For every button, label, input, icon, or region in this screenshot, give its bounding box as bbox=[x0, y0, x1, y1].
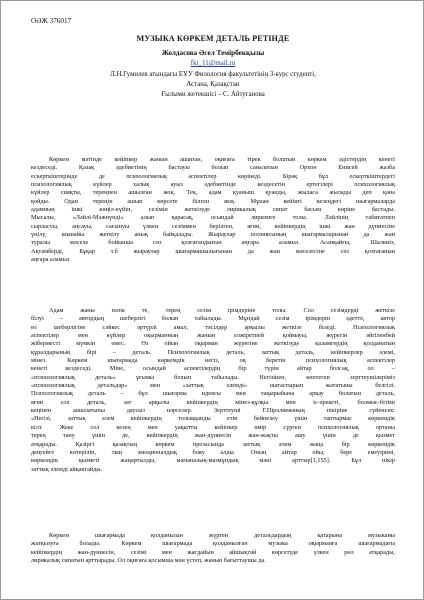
text-line: «Негізі, заттық әлем кейіпкердің толыққанды етін бейнелеу үшін таптырмас көркемдік bbox=[31, 415, 395, 423]
text-line: кенеті кездеседі. Міне, осындай аспектілердің бір түрін айтар болсақ, ол – bbox=[31, 365, 395, 373]
paragraph-1 bbox=[31, 156, 395, 264]
udc-code: ОӘЖ 376017 bbox=[31, 17, 72, 25]
text-line: Адам жаны нәзік те, терең сезім ірімдеріне толы. Сол сезімдерді жеткізе bbox=[49, 307, 395, 314]
text-line: яғни сол деталь, зат арқылы кейіпкердің мінез-құлқы мен іс-әрекеті, болмыс-бітімі bbox=[31, 398, 395, 406]
text-line: «психологиялық детальдар» мен «заттық әлемді» шатастырып жататыны белгілі. bbox=[31, 382, 395, 390]
text-line: Көркем шығармада қолданылан жүрген детальдардың қатарына музыканы bbox=[49, 532, 395, 539]
text-line: құралдарының бірі – деталь. Психологиялық деталь, заттық деталь, кейіпкерлер әлемі, bbox=[31, 348, 395, 356]
article-title: МУЗЫКА КӨРКЕМ ДЕТАЛЬ РЕТІНДЕ bbox=[136, 34, 290, 43]
text-line: деңгейге көтеріліп, тың эмоционалдық бояу алды. Оның айтар ойы, бере емеуірині, bbox=[31, 448, 395, 456]
text-line: кездеседі. Қазақ әдебиетінің бастауы болып саналатын Орхон Енисей жазба bbox=[31, 164, 395, 172]
text-line: жіберместі мүмкін емес. Өз ойын оқырман жүрегіне жеткізуде қаламгердің қолданатын bbox=[31, 340, 395, 348]
text-line: жатқызуға болады. Көркем шығармада қолданылған музыка оқырманға шығармадағы bbox=[31, 540, 395, 548]
text-line: кейіпкердің жан-дүниесін, сезімі мен жағдайын айшықтай көрсетуде үлкен рөл атқарады, bbox=[31, 548, 395, 556]
affiliation-line: Астана, Қазақстан bbox=[186, 81, 240, 88]
paragraph-3 bbox=[31, 532, 395, 565]
text-line: күйлер сияқты, тереңнен ашылған жоқ. Тек, адам қуаныш қуанды, жыласа жылады деп қана bbox=[31, 189, 395, 197]
text-line: Ақтамберді, Бұқар т.б жыраулар шығармашылығынан да жан мәселесіне сөз қозғағанын bbox=[31, 247, 395, 255]
author-email-line bbox=[1, 59, 424, 67]
author-email-link[interactable]: fkt_11@mail.ru bbox=[190, 59, 236, 67]
text-line: аңғара аламыз. bbox=[31, 256, 71, 264]
text-line: Мысалы, «Ләйлі-Мәжнүнді» алып қарасақ, осындай лиризмге толы. Ләйлінің табиғатпен bbox=[31, 214, 395, 222]
text-line: Көркем мәтінде кейіпкер жанын ашатын, оқиғаға тірек болатын көркем әдістердің кенеті bbox=[49, 156, 395, 163]
text-line: сырласуы, аңсауы, сағынуы үлкен сезіммен берілген, яғни, кейіпкердің ішкі жан дүниесіне bbox=[31, 222, 395, 230]
author-name: Жолдасова Әсел Темірбекқызы bbox=[161, 49, 265, 57]
affiliation-line: Л.Н.Гумилев атындағы ЕҰУ Филология факультетінің 3-курс студенті, bbox=[110, 71, 316, 78]
text-line: атқарады. Қазіргі қазақтың көркем прозасында заттық әлем жаңа бір көркемдік bbox=[31, 440, 395, 448]
text-line: туралы мәселе бойынша сөз қозғағандығын аңғара аламыз. Асанқайғы, Шалкиіз, bbox=[31, 239, 395, 247]
text-line: қойды. Одан тереңін ашып көрсете білген жоқ. Мұнан кейінгі кезеңдегі шығармаларда bbox=[31, 197, 395, 205]
text-line: үңілу, шынайы жеткізу анық байқалады. Жыраулар поэзиясының шығармаларынан да жан bbox=[31, 231, 395, 239]
text-line: психологиялық күйлер халық ауыз әдебиетінде кездесетін ертегілері психологиялық bbox=[31, 181, 395, 189]
text-line: білуі – автордың шеберлігі болып табылады. Мұндай сезім ірімдерін әдетте, автор bbox=[31, 315, 395, 323]
text-line: Психологиялық деталь – бұл шығарма идеясы мен тақырыбына арқау болатын деталь, bbox=[31, 390, 395, 398]
affiliation-line: Ғылыми жетекшісі – С. Айтуғанова bbox=[161, 91, 265, 98]
text-line: кеңінен ашылатыны даусыз нәрселер. Зерттеуші Г.Пірәлиеваның пікіріне сүйенсек: bbox=[31, 407, 395, 415]
text-line: ескерткіштерінде де психологиялық аспектілер көрінеді. Бірақ бұл ескерткіштердегі bbox=[31, 172, 395, 180]
text-line: кілт. Жеке сол кезең мен уақытты кейіпкер өмір сүрген психологиялық ортаны bbox=[31, 423, 395, 431]
text-line: терең тану үшін де, кейіпкердің жан-дүниесін жан-жақты ашу үшін де қызмет bbox=[31, 432, 395, 440]
text-line: аспектілер мен күйлер оқырманның жанын елжіретпей қоймауы, жүрегін әйгіленбей bbox=[31, 332, 395, 340]
paragraph-2 bbox=[31, 307, 395, 474]
text-line: мінез. Көркем шығармада көркемдік негіз, оқ беретін психологиялық аспектілер bbox=[31, 357, 395, 365]
text-line: «психологиялық деталь» ұғымы болып табылады. Негізінен, көптеген зерттеушілеріміз bbox=[31, 373, 395, 381]
text-line: көркемдік қызметі жаңартылды, мағыналық-мазмұндық мәні арттыр[1,155]. Бұл пікір bbox=[31, 457, 395, 465]
text-line: заттық әлемді айқактайды. bbox=[31, 465, 103, 473]
text-line: лирикалық сипатын арттырады. Ол оқиғаға қосымша мән үстеп, жанын бағыттаушы да. bbox=[31, 557, 266, 565]
text-line: адамның ішкі көңіл-күйін, сезімін жеткізуде лирикалық сипат басым көріне бастады. bbox=[31, 206, 395, 214]
text-line: өз шеберлігіне сәйкес әртүрлі амал, тәсілдер арқылы жеткізе біледі. Психологиялық bbox=[31, 323, 395, 331]
